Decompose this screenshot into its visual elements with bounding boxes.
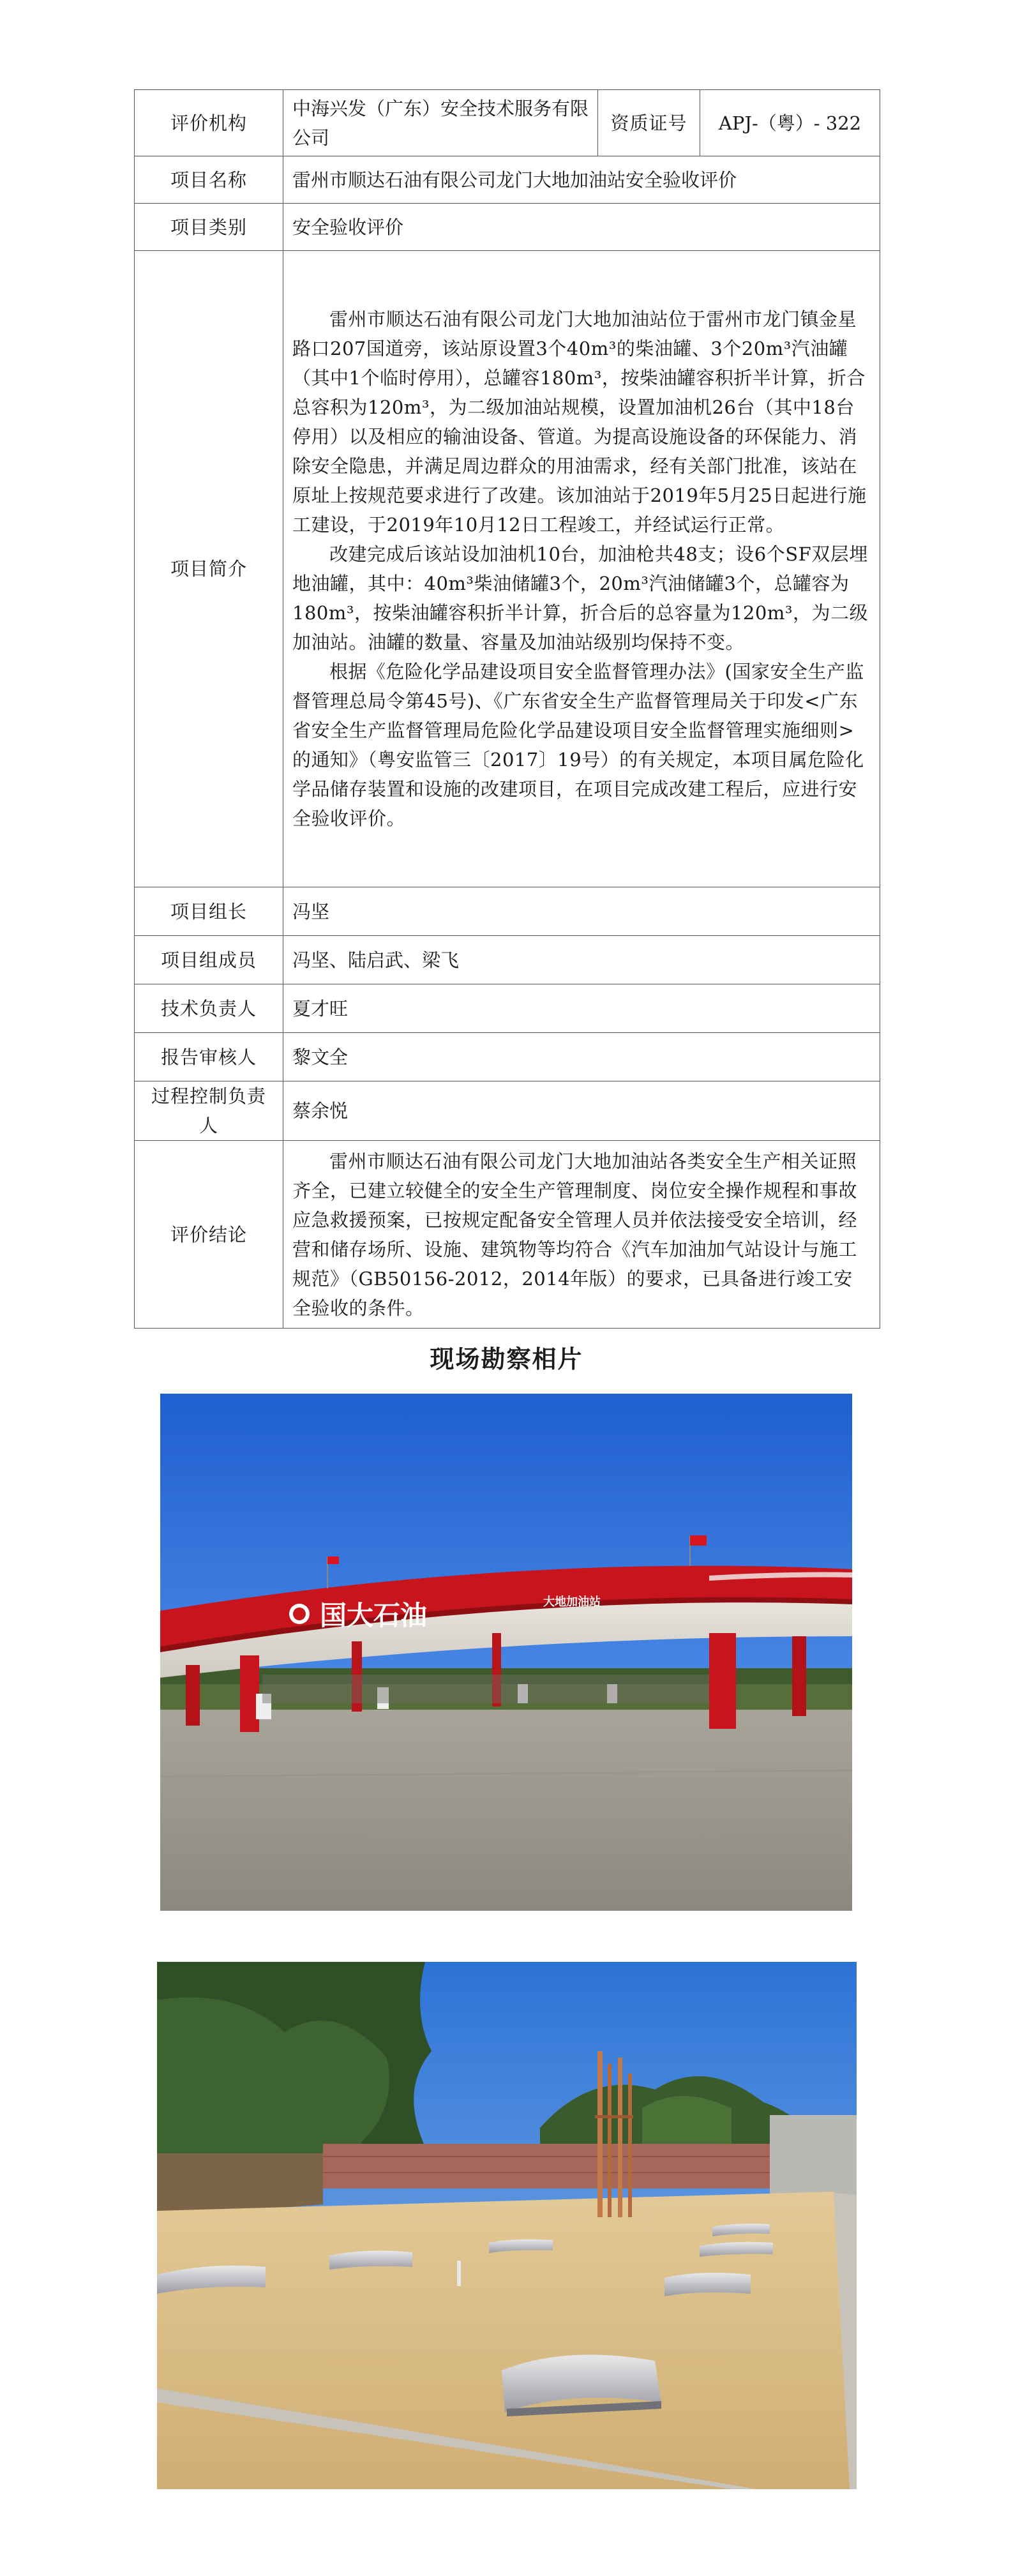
intro-paragraph-1: 雷州市顺达石油有限公司龙门大地加油站位于雷州市龙门镇金星路口207国道旁，该站原设置3个40m³的柴油罐、3个20m³汽油罐（其中1个临时停用），总罐容180m³，按柴油罐容积折半计算，折合总容积为120m³，为二级加油站规模，设置加油机26台（其中18台停用）以及相应的输油设备、管道。为提高设施设备的环保能力、消除安全隐患，并满足周边群众的用油需求，经有关部门批准，该站在原址上按规范要求进行了改建。该加油站于2019年5月25日起进行施工建设，于2019年10月12日工程竣工，并经试运行正常。 [292,308,867,536]
reviewer: 黎文全 [283,1033,880,1081]
process-control-lead: 蔡余悦 [283,1081,880,1141]
project-type: 安全验收评价 [283,204,880,251]
row-label-team-leader: 项目组长 [135,887,283,936]
row-label-project-intro: 项目简介 [135,251,283,887]
table-row [135,1141,880,1329]
row-label-conclusion: 评价结论 [135,1141,283,1329]
canopy-sign-text: 国大石油 [320,1600,428,1631]
row-label-process-control: 过程控制负责人 [135,1081,283,1141]
table-row [135,936,880,984]
evaluator-name: 中海兴发（广东）安全技术服务有限公司 [283,90,598,156]
underground-tank-site-photo [157,1962,857,2489]
table-row [135,90,880,156]
evaluation-conclusion [283,1141,880,1329]
project-intro [283,251,880,887]
project-name: 雷州市顺达石油有限公司龙门大地加油站安全验收评价 [283,156,880,204]
row-label-tech-lead: 技术负责人 [135,984,283,1033]
table-row [135,156,880,204]
canopy-sub-text: 大地加油站 [543,1595,601,1609]
table-row [135,204,880,251]
intro-paragraph-2: 改建完成后该站设加油机10台，加油枪共48支；设6个SF双层埋地油罐，其中：40m³柴油储罐3个，20m³汽油储罐3个，总罐容为180m³，按柴油罐容积折半计算，折合后的总容量为120m³，为二级加油站。油罐的数量、容量及加油站级别均保持不变。 [292,543,868,653]
table-row [135,887,880,936]
row-label-reviewer: 报告审核人 [135,1033,283,1081]
row-label-project-name: 项目名称 [135,156,283,204]
table-row [135,251,880,887]
intro-paragraph-3: 根据《危险化学品建设项目安全监督管理办法》(国家安全生产监督管理总局令第45号)、《广东省安全生产监督管理局关于印发<广东省安全生产监督管理局危险化学品建设项目安全监督管理实施细则>的通知》（粤安监管三〔2017〕19号）的有关规定，本项目属危险化学品储存装置和设施的改建项目，在项目完成改建工程后，应进行安全验收评价。 [292,661,864,829]
table-row [135,1033,880,1081]
evaluation-info-table [134,89,880,1329]
row-label-project-type: 项目类别 [135,204,283,251]
team-members: 冯坚、陆启武、梁飞 [283,936,880,984]
gas-station-photo [160,1394,852,1911]
cert-number: APJ-（粤）- 322 [700,90,880,156]
photos-section-title: 现场勘察相片 [430,1345,583,1373]
table-row [135,984,880,1033]
team-leader: 冯坚 [283,887,880,936]
tech-lead: 夏才旺 [283,984,880,1033]
conclusion-paragraph: 雷州市顺达石油有限公司龙门大地加油站各类安全生产相关证照齐全，已建立较健全的安全生产管理制度、岗位安全操作规程和事故应急救援预案，已按规定配备安全管理人员并依法接受安全培训，经营和储存场所、设施、建筑物等均符合《汽车加油加气站设计与施工规范》（GB50156-2012，2014年版）的要求，已具备进行竣工安全验收的条件。 [292,1150,858,1319]
cert-label: 资质证号 [598,90,700,156]
row-label-evaluator: 评价机构 [135,90,283,156]
row-label-team-members: 项目组成员 [135,936,283,984]
table-row [135,1081,880,1141]
